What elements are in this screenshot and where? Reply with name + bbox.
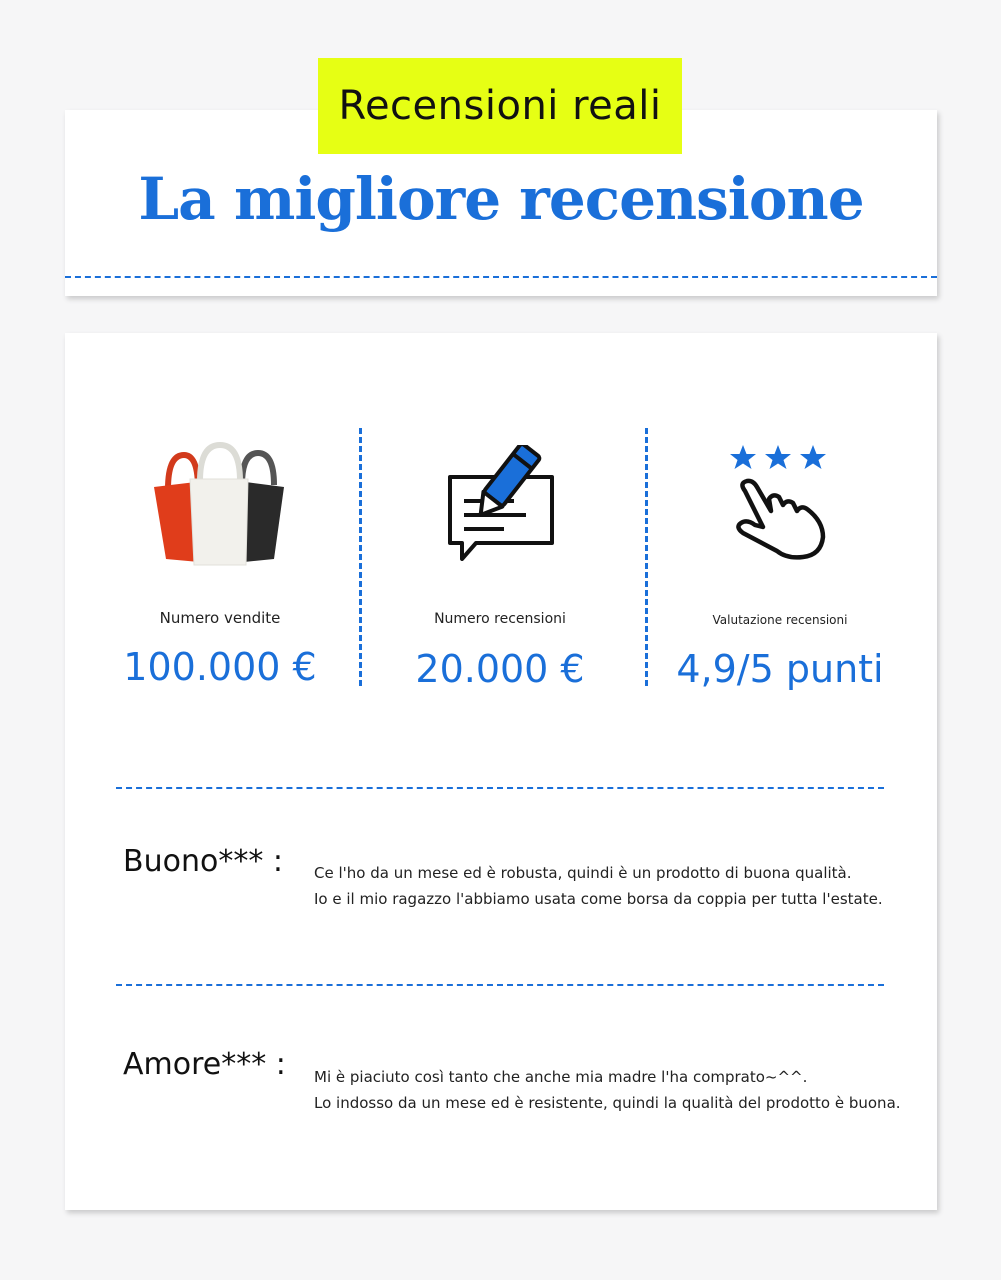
stat-rating (665, 433, 895, 713)
review-title: Amore*** : (123, 1047, 286, 1082)
header-divider (65, 276, 937, 278)
stat-label: Valutazione recensioni (712, 613, 848, 627)
review-line: Lo indosso da un mese ed è resistente, quindi la qualità del prodotto è buona. (314, 1094, 901, 1112)
stat-divider (645, 428, 648, 686)
stat-value: 20.000 € (415, 647, 585, 691)
section-divider (116, 984, 884, 986)
highlight-tag-text: Recensioni reali (338, 83, 662, 129)
review-pencil-icon (442, 445, 558, 561)
review-title: Buono*** : (123, 844, 283, 879)
stat-label: Numero recensioni (434, 611, 566, 627)
stat-label: Numero vendite (159, 609, 281, 627)
stat-divider (359, 428, 362, 686)
shopping-bags-icon (150, 441, 290, 567)
stat-value: 4,9/5 punti (676, 647, 884, 691)
review-line: Ce l'ho da un mese ed è robusta, quindi è un prodotto di buona qualità. (314, 864, 852, 882)
review-text (314, 860, 883, 912)
stars-hand-icon (725, 441, 835, 561)
review-line: Io e il mio ragazzo l'abbiamo usata come borsa da coppia per tutta l'estate. (314, 890, 883, 908)
stat-sales (105, 433, 335, 713)
page-title: La migliore recensione (138, 165, 864, 233)
main-card (65, 333, 937, 1210)
review-text (314, 1064, 901, 1116)
stat-value: 100.000 € (123, 645, 317, 689)
section-divider (116, 787, 884, 789)
highlight-tag (318, 58, 682, 154)
review-line: Mi è piaciuto così tanto che anche mia madre l'ha comprato~^^. (314, 1068, 808, 1086)
stat-reviews (385, 433, 615, 713)
